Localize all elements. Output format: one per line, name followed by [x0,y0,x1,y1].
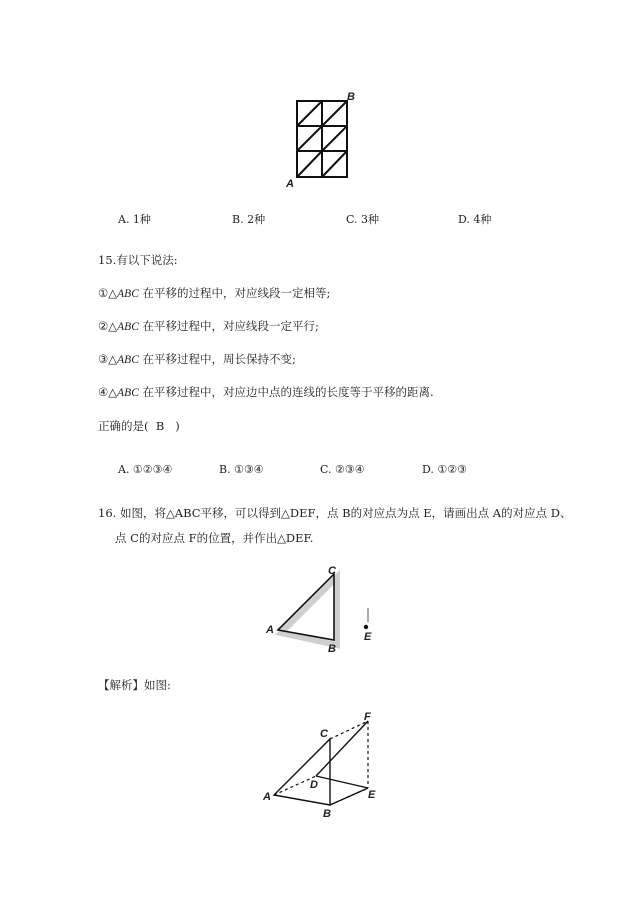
q15-statement-3: ③△ABC 在平移过程中，周长保持不变; [98,352,296,366]
q16-figure-1 [262,560,382,658]
fig2-label-d: D [310,779,318,791]
fig2-label-a: A [263,791,271,803]
q16-analysis: 【解析】如图: [98,678,171,692]
label-a: A [286,178,294,190]
q16-line-1: 16. 如图，将△ABC平移，可以得到△DEF，点 B的对应点为点 E，请画出点 A的对应点 D、 [98,506,572,520]
q14-option-d: D. 4种 [458,213,492,226]
q15-statement-2: ②△ABC 在平移过程中，对应线段一定平行; [98,319,319,333]
fig1-label-c: C [328,565,336,577]
grid-figure [280,88,360,190]
fig1-label-a: A [266,624,274,636]
q15-option-c: C. ②③④ [320,463,365,476]
q14-option-b: B. 2种 [232,213,266,226]
q15-title: 15.有以下说法: [98,253,178,267]
q16-line-2: 点 C的对应点 F的位置，并作出△DEF. [115,531,314,545]
q15-option-d: D. ①②③ [422,463,468,476]
label-b: B [347,91,355,103]
q15-option-a: A. ①②③④ [118,463,173,476]
q15-statement-1: ①△ABC 在平移的过程中，对应线段一定相等; [98,286,331,300]
fig2-label-e: E [368,789,376,801]
fig2-label-f: F [364,711,371,723]
fig2-label-b: B [323,808,331,820]
q15-statement-4: ④△ABC 在平移过程中，对应边中点的连线的长度等于平移的距离. [98,385,434,399]
fig1-label-b: B [328,643,336,655]
q16-figure-2 [260,710,390,822]
fig2-label-c: C [320,728,328,740]
q15-answer: B [155,419,165,433]
q15-option-b: B. ①③④ [219,463,264,476]
q14-option-a: A. 1种 [118,213,151,226]
q15-answer-line: 正确的是( B ) [98,419,180,433]
fig1-label-e: E [364,631,372,643]
q14-option-c: C. 3种 [346,213,380,226]
